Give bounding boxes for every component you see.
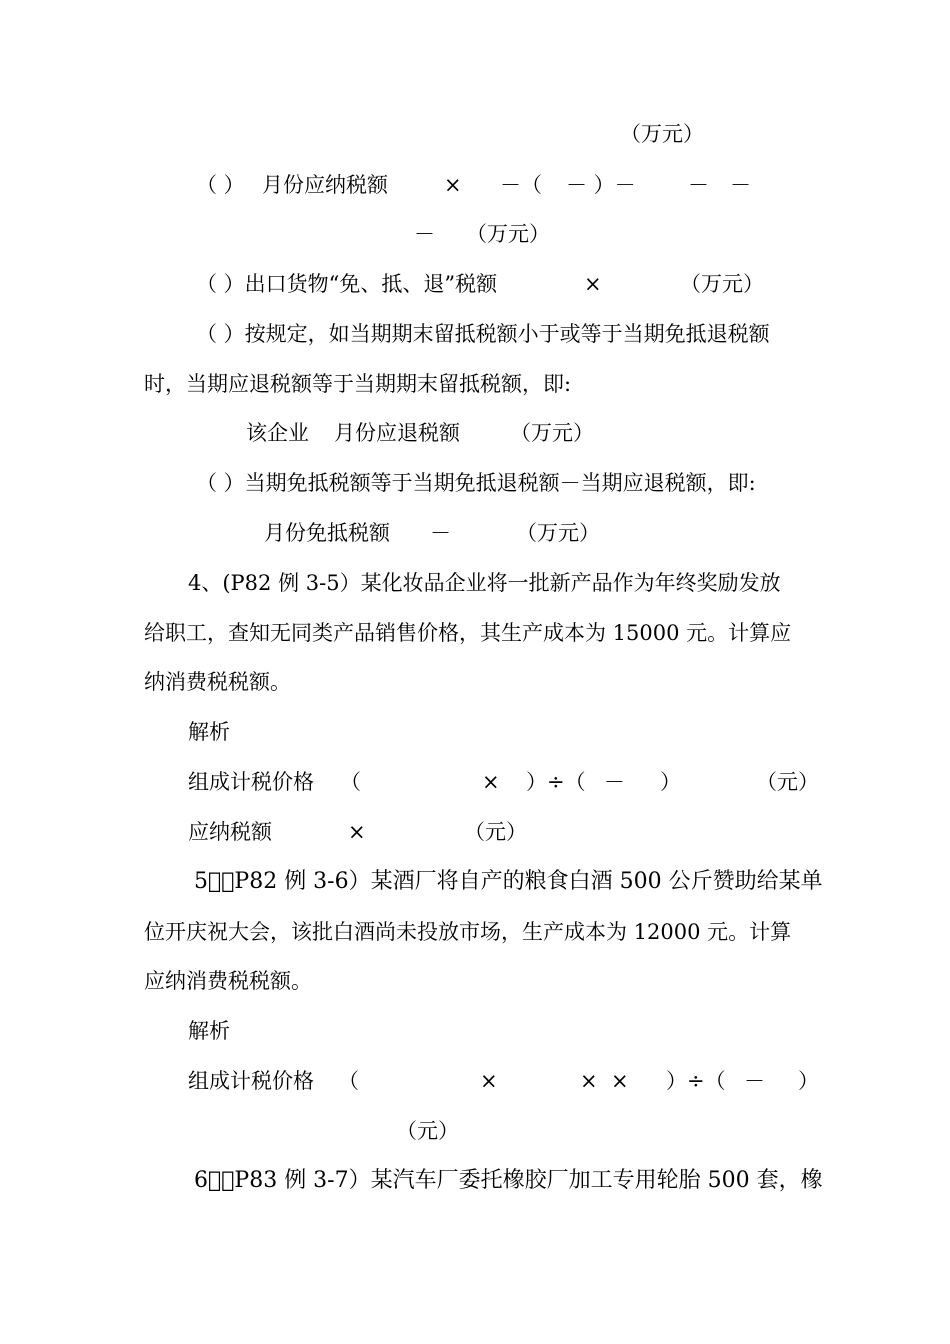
formula-line-14e: － [604,770,625,794]
formula-line-2g: － [730,173,751,197]
analysis-label-1: 解析 [188,720,230,744]
example-4-line-2: 给职工，查知无同类产品销售价格，其生产成本为 15000 元。计算应 [144,621,792,645]
paragraph-line-5: （ ）按规定，如当期期末留抵税额小于或等于当期免抵退税额 [196,322,770,346]
formula-line-14a: 组成计税价格 [188,770,314,794]
formula-line-2e: － ）－ [566,173,636,197]
formula-line-20a: 组成计税价格 [188,1069,314,1093]
formula-line-20f: － [744,1069,765,1093]
formula-line-4b: × [584,272,602,296]
example-4-line-1: 4、(P82 例 3-5）某化妆品企业将一批新产品作为年终奖励发放 [188,571,781,595]
formula-line-9a: 月份免抵税额 [264,521,390,545]
formula-line-15a: 应纳税额 [188,820,272,844]
paragraph-line-6: 时，当期应退税额等于当期期末留抵税额，即: [144,372,572,396]
formula-line-9b: － [430,521,451,545]
formula-line-2a: （ ） [196,173,245,197]
formula-line-2f: － [688,173,709,197]
example-6-line-1: 6 （P83 例 3-7）某汽车厂委托橡胶厂加工专用轮胎 500 套，橡 [194,1168,823,1193]
formula-line-14g: （元） [756,770,819,794]
formula-line-15b: × [348,820,366,844]
formula-line-2d: －（ [500,173,542,197]
formula-line-7b: 月份应退税额 [334,421,460,445]
formula-line-20b: （ [338,1069,359,1093]
formula-line-20g: ） [798,1069,819,1093]
example-5-line-3: 应纳消费税税额。 [144,969,312,993]
formula-line-7a: 该企业 [246,421,309,445]
formula-line-7c: （万元） [510,421,594,445]
formula-line-4c: （万元） [680,272,764,296]
formula-line-14d: ）÷（ [526,770,586,794]
formula-line-3a: － [414,222,435,246]
paragraph-line-8: （ ）当期免抵税额等于当期免抵退税额－当期应退税额，即: [196,471,756,495]
unit-yuan: （元） [396,1119,459,1143]
formula-line-3b: （万元） [466,222,550,246]
formula-line-2b: 月份应纳税额 [262,173,388,197]
formula-line-20e: ）÷（ [666,1069,726,1093]
formula-line-9c: （万元） [516,521,600,545]
unit-wan-yuan: （万元） [620,122,704,146]
formula-line-14c: × [482,770,500,794]
formula-line-20c: × [480,1069,498,1093]
formula-line-20d: × × [580,1069,629,1093]
example-5-line-1: 5 （P82 例 3-6）某酒厂将自产的粮食白酒 500 公斤赞助给某单 [194,869,823,894]
example-5-line-2: 位开庆祝大会，该批白酒尚未投放市场，生产成本为 12000 元。计算 [144,920,792,944]
formula-line-15c: （元） [464,820,527,844]
example-4-line-3: 纳消费税税额。 [144,670,291,694]
formula-line-4a: （ ）出口货物“免、抵、退”税额 [196,272,498,296]
formula-line-14b: （ [340,770,361,794]
analysis-label-2: 解析 [188,1019,230,1043]
formula-line-2c: × [444,173,462,197]
formula-line-14f: ） [660,770,681,794]
